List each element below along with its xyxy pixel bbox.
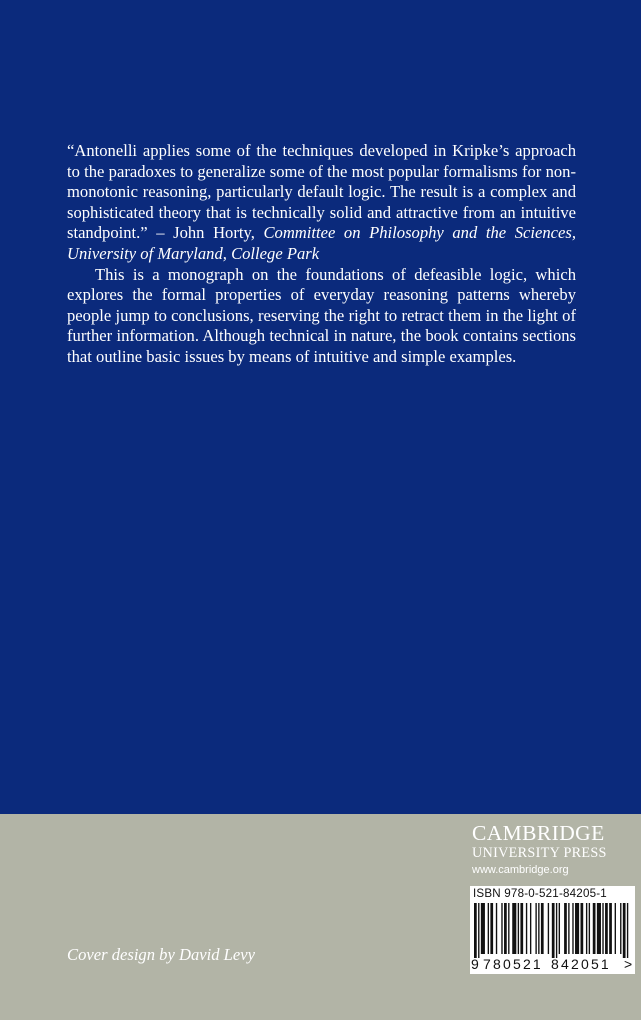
cover-design-credit: Cover design by David Levy xyxy=(67,945,256,964)
barcode-bar xyxy=(488,903,489,954)
barcode-bar xyxy=(530,903,531,954)
barcode-bar xyxy=(520,903,523,954)
barcode-first-digit: 9 xyxy=(471,956,479,972)
barcode-bar xyxy=(526,903,527,954)
book-description: This is a monograph on the foundations of defeasible logic, which explores the formal properties of everyday reasoning patterns whereby people jump to conclusions, reserving the right to retract them in the light of further information. Although technical in nature, the book contains sections that outline basic issues by means of intuitive and simple examples. xyxy=(67,264,576,366)
quote-affiliation: Committee on Philosophy and the Sciences, University of Maryland, College Park xyxy=(67,223,576,263)
barcode-bar xyxy=(564,903,567,954)
barcode-bar xyxy=(586,903,587,954)
quote-text: “Antonelli applies some of the techniques developed in Kripke’s approach to the paradoxes to generalize some of the most popular formalisms for non-monotonic reasoning, particularly default logic. The result is a complex and sophisticated theory that is technically solid and attractive from an intuitive standpoint.” – John Horty, xyxy=(67,141,576,243)
publisher-logo xyxy=(472,822,638,877)
barcode-right-group: 842051 xyxy=(551,956,611,972)
barcode-bar xyxy=(541,903,544,954)
blurb xyxy=(67,141,576,368)
barcode-bar xyxy=(605,903,608,954)
barcode-bar xyxy=(609,903,612,954)
barcode-bar xyxy=(580,903,583,954)
barcode-bar xyxy=(597,903,601,954)
barcode-bar xyxy=(504,903,507,954)
barcode-digits xyxy=(470,956,635,974)
barcode-bar xyxy=(535,903,536,954)
barcode-bar xyxy=(548,903,549,954)
barcode-bar xyxy=(620,903,621,954)
barcode-bar xyxy=(490,903,493,954)
barcode-bar xyxy=(538,903,539,954)
endorsement-quote xyxy=(67,141,576,265)
barcode-bar xyxy=(556,903,557,958)
barcode-bar xyxy=(501,903,502,954)
barcode-left-group: 780521 xyxy=(483,956,543,972)
isbn-label: ISBN 978-0-521-84205-1 xyxy=(473,887,607,900)
barcode-bar xyxy=(512,903,516,954)
barcode-arrow: > xyxy=(624,956,633,972)
barcode-bar xyxy=(572,903,573,954)
publisher-url: www.cambridge.org xyxy=(472,864,569,876)
barcode-bar xyxy=(593,903,596,954)
barcode-bar xyxy=(623,903,626,958)
publisher-subtitle: UNIVERSITY PRESS xyxy=(472,845,607,861)
barcode-bar xyxy=(627,903,628,958)
barcode-bar xyxy=(478,903,479,958)
barcode-bar xyxy=(552,903,555,958)
barcode-bar xyxy=(575,903,579,954)
barcode-bar xyxy=(559,903,560,954)
isbn-barcode-box xyxy=(470,886,635,974)
barcode-bar xyxy=(602,903,603,954)
barcode-bar xyxy=(589,903,590,954)
publisher-name: CAMBRIDGE xyxy=(472,821,605,845)
barcode-bar xyxy=(496,903,497,954)
barcode-bar xyxy=(518,903,519,954)
barcode-graphic xyxy=(474,903,631,958)
barcode-bar xyxy=(481,903,485,954)
barcode-bar xyxy=(568,903,569,954)
barcode-bar xyxy=(615,903,616,954)
barcode-bar xyxy=(508,903,509,954)
barcode-bar xyxy=(474,903,477,958)
